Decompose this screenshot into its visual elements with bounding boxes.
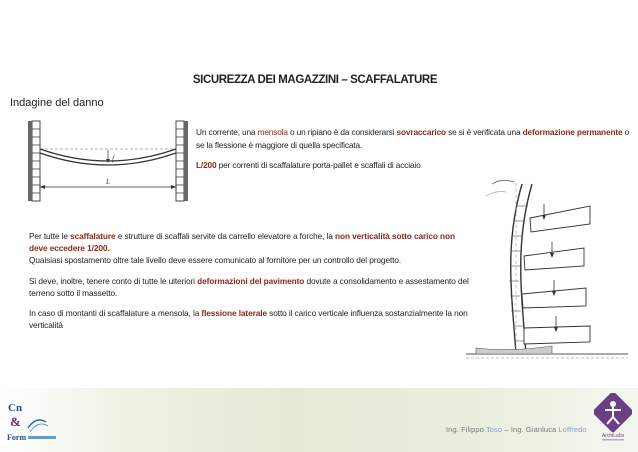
highlight-deformazioni: deformazioni del pavimento (197, 275, 305, 286)
text-run: mensola (257, 127, 288, 137)
highlight-l200: L/200 (196, 160, 217, 170)
text-run: sotto il carico verticale influenza sostanzialmente la non verticalità (29, 308, 468, 331)
highlight-scaffalature: scaffalature (70, 231, 116, 241)
highlight-flessione: flessione laterale (201, 308, 267, 319)
cantilever-arm-3 (522, 280, 586, 308)
text-run: – Ing. Gianluca (502, 425, 559, 434)
logo-text: & (10, 414, 21, 429)
text-run: In caso di montanti di scaffalature a mensola, la (29, 308, 202, 319)
right-upright (176, 121, 188, 201)
cantilever-arm-4 (524, 316, 590, 344)
right-text-block (196, 126, 632, 180)
text-run: Per tutte le (29, 231, 71, 241)
left-paragraph-3 (29, 307, 469, 331)
deflection-label: f (112, 155, 114, 163)
text-run: Un corrente, una (196, 127, 258, 137)
text-run: se si è verificata una (445, 127, 523, 137)
text-run: o se la flessione è maggiore di quella specificata. (196, 127, 630, 150)
right-paragraph-1 (196, 126, 632, 151)
cantilever-arm-2 (524, 242, 584, 270)
highlight-non-verticalita: non verticalità sotto carico non deve eccedere 1/200. (29, 231, 455, 254)
cantilever-arm-1 (530, 204, 590, 232)
text-run: o un ripiano è da considerarsi (287, 127, 397, 137)
footer-band (0, 388, 638, 452)
logo-text: ArchiLabs (601, 433, 625, 439)
logo-text: Form (7, 433, 27, 442)
text-run: per correnti di scaffalature porta-pallet e scaffali di acciaio (216, 160, 421, 170)
logo-text: Cn (8, 402, 23, 414)
beam-deflection-figure (22, 119, 194, 205)
left-paragraph-1 (29, 230, 469, 267)
text-run: Toso (485, 425, 503, 434)
span-label: L (106, 178, 110, 186)
left-upright (28, 121, 40, 201)
highlight-sovraccarico: sovraccarico (396, 127, 446, 137)
authors-credit (446, 425, 587, 434)
text-run: Ing. Filippo (446, 425, 486, 434)
right-paragraph-2 (196, 159, 632, 172)
page-title: SICUREZZA DEI MAGAZZINI – SCAFFALATURE (192, 74, 438, 86)
left-text-block (29, 230, 469, 339)
text-run: dovute a consolidamento e assestamento del terreno sotto il massetto. (29, 275, 469, 298)
highlight-deformazione: deformazione permanente (522, 127, 623, 137)
text-run: Qualsiasi spostamento oltre tale livello deve essere comunicato al fornitore per un controllo del progetto. (29, 255, 402, 266)
text-run: Si deve, inoltre, tenere conto di tutte le ulteriori (29, 275, 198, 286)
text-run: Loffredo (558, 425, 587, 434)
archilabs-logo (594, 393, 632, 443)
left-paragraph-2 (29, 275, 469, 299)
rack-lateral-deflection-figure (452, 176, 628, 370)
text-run: e strutture di scaffali servite da carrello elevatore a forche, la (115, 231, 336, 241)
section-subtitle: Indagine del danno (10, 97, 104, 109)
cn-form-logo (6, 398, 62, 448)
